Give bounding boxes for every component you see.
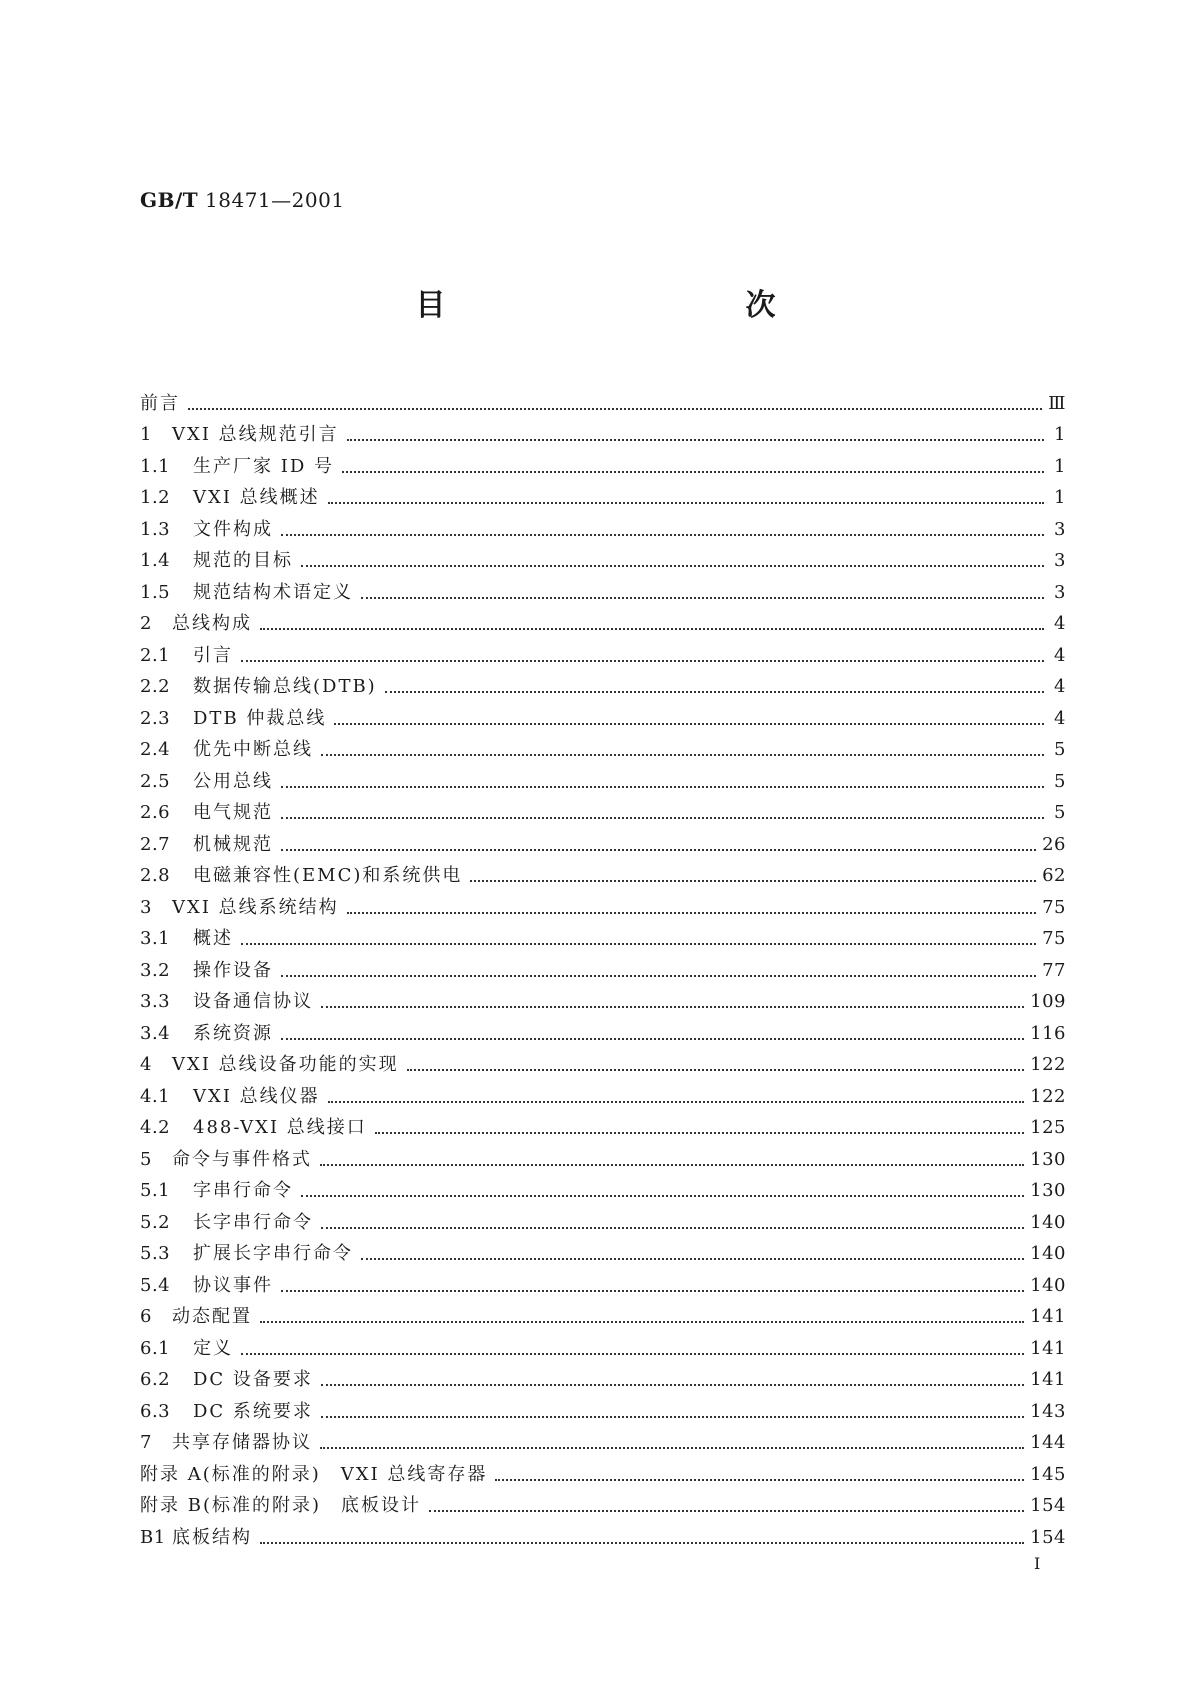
toc-entry-title: 定义 <box>193 1337 233 1359</box>
toc-entry[interactable] <box>140 950 1066 982</box>
toc-entry-number: 1.2 <box>140 487 171 508</box>
toc-entry-number: 1.5 <box>140 581 171 603</box>
dot-leader <box>375 1131 1024 1134</box>
dot-leader <box>347 438 1044 441</box>
dot-leader <box>328 501 1044 504</box>
toc-entry-title: VXI 总线概述 <box>193 487 320 508</box>
toc-entry-number: 3.1 <box>140 928 171 949</box>
toc-entry[interactable] <box>140 793 1066 825</box>
toc-entry-page: 141 <box>1030 1306 1066 1327</box>
toc-entry-number: 2.5 <box>140 770 171 792</box>
toc-entry-number: 1.3 <box>140 518 171 540</box>
toc-entry[interactable] <box>140 1517 1066 1549</box>
toc-entry-number: 5.4 <box>140 1274 171 1296</box>
toc-entry-page: 143 <box>1030 1400 1066 1422</box>
dot-leader <box>260 1541 1024 1544</box>
toc-entry-title: 长字串行命令 <box>193 1211 313 1233</box>
dot-leader <box>361 596 1044 599</box>
dot-leader <box>260 1320 1024 1323</box>
toc-entry-number: 5.2 <box>140 1211 171 1233</box>
dot-leader <box>320 1446 1024 1449</box>
toc-entry-page: 3 <box>1054 581 1066 603</box>
toc-entry-title: 协议事件 <box>193 1274 273 1296</box>
dot-leader <box>241 659 1044 662</box>
toc-entry-number: 6 <box>140 1306 152 1327</box>
toc-entry-title: DC 设备要求 <box>193 1369 313 1390</box>
dot-leader <box>301 1194 1024 1197</box>
toc-entry-page: 5 <box>1054 770 1066 792</box>
toc-entry-title: 电磁兼容性(EMC)和系统供电 <box>193 865 463 886</box>
toc-entry[interactable] <box>140 604 1066 636</box>
toc-entry-number: 3.3 <box>140 991 171 1012</box>
dot-leader <box>188 407 1042 410</box>
toc-entry-page: 154 <box>1030 1526 1066 1548</box>
toc-entry-page: 109 <box>1030 991 1066 1012</box>
dot-leader <box>281 816 1044 819</box>
toc-entry-title: VXI 总线设备功能的实现 <box>172 1054 399 1075</box>
toc-entry-page: 1 <box>1054 424 1066 445</box>
toc-entry[interactable] <box>140 824 1066 856</box>
toc-entry[interactable] <box>140 1202 1066 1234</box>
toc-entry-title: 生产厂家 ID 号 <box>193 455 334 477</box>
toc-entry-page: 77 <box>1042 959 1066 981</box>
toc-entry[interactable] <box>140 1171 1066 1203</box>
toc-entry-title: 规范结构术语定义 <box>193 581 353 603</box>
toc-entry-number: 2.4 <box>140 739 171 760</box>
toc-entry[interactable] <box>140 572 1066 604</box>
toc-entry[interactable] <box>140 509 1066 541</box>
toc-entry-page: 5 <box>1054 739 1066 760</box>
dot-leader <box>328 1100 1024 1103</box>
toc-entry-title: 设备通信协议 <box>193 991 313 1012</box>
toc-entry-title: 扩展长字串行命令 <box>193 1243 353 1264</box>
toc-entry-title: 引言 <box>193 644 233 666</box>
dot-leader <box>281 785 1044 788</box>
toc-entry-page: 3 <box>1054 550 1066 571</box>
toc-entry[interactable] <box>140 415 1066 447</box>
standard-year-number: 18471—2001 <box>205 188 345 212</box>
toc-entry-title: 数据传输总线(DTB) <box>193 676 377 697</box>
toc-entry[interactable] <box>140 1391 1066 1423</box>
toc-entry-number: 5.1 <box>140 1180 171 1201</box>
toc-entry-page: 5 <box>1054 802 1066 823</box>
toc-entry[interactable] <box>140 383 1066 415</box>
toc-entry[interactable] <box>140 1234 1066 1266</box>
dot-leader <box>260 627 1044 630</box>
dot-leader <box>241 1352 1024 1355</box>
toc-entry[interactable] <box>140 1013 1066 1045</box>
toc-entry-number: 1.1 <box>140 455 171 477</box>
toc-entry-page: 62 <box>1042 865 1066 886</box>
toc-entry[interactable] <box>140 761 1066 793</box>
toc-entry-number: 1.4 <box>140 550 171 571</box>
toc-entry-number: 5.3 <box>140 1243 171 1264</box>
toc-entry-title: VXI 总线仪器 <box>193 1085 320 1107</box>
toc-entry[interactable] <box>140 1139 1066 1171</box>
toc-entry[interactable] <box>140 856 1066 888</box>
dot-leader <box>281 1037 1024 1040</box>
dot-leader <box>361 1257 1024 1260</box>
toc-entry[interactable] <box>140 1328 1066 1360</box>
toc-entry-title: 公用总线 <box>193 770 273 792</box>
toc-entry[interactable] <box>140 1265 1066 1297</box>
toc-entry-page: 26 <box>1042 833 1066 855</box>
toc-entry-title: 共享存储器协议 <box>172 1432 312 1453</box>
toc-entry[interactable] <box>140 1486 1066 1518</box>
toc-entry-title: 命令与事件格式 <box>172 1148 312 1170</box>
dot-leader <box>429 1509 1024 1512</box>
standard-number <box>140 188 345 212</box>
toc-entry-number: 3 <box>140 896 152 918</box>
page-number: Ⅰ <box>1034 1554 1041 1573</box>
toc-entry[interactable] <box>140 667 1066 699</box>
toc-entry-title: 动态配置 <box>172 1306 252 1327</box>
toc-entry-page: 140 <box>1030 1211 1066 1233</box>
toc-entry-number: 4.2 <box>140 1117 171 1138</box>
toc-entry[interactable] <box>140 1454 1066 1486</box>
toc-title: 目 次 <box>415 288 856 323</box>
toc-entry-page: 75 <box>1042 896 1066 918</box>
toc-entry-number: 2.7 <box>140 833 171 855</box>
toc-entry[interactable] <box>140 1076 1066 1108</box>
toc-entry-page: 122 <box>1030 1085 1066 1107</box>
toc-entry-title: VXI 总线规范引言 <box>172 424 339 445</box>
toc-entry-page: 122 <box>1030 1054 1066 1075</box>
dot-leader <box>385 690 1044 693</box>
toc-entry-title: 概述 <box>193 928 233 949</box>
toc-entry-number: 4 <box>140 1054 152 1075</box>
toc-entry-title: 文件构成 <box>193 518 273 540</box>
toc-entry[interactable] <box>140 982 1066 1014</box>
toc-entry-page: 116 <box>1030 1022 1066 1044</box>
dot-leader <box>281 974 1036 977</box>
dot-leader <box>495 1478 1024 1481</box>
toc-entry[interactable] <box>140 1297 1066 1329</box>
toc-entry-number: 2.3 <box>140 707 171 729</box>
toc-entry-title: 附录 B(标准的附录) 底板设计 <box>140 1495 421 1516</box>
table-of-contents <box>140 383 1066 1549</box>
toc-entry-title: 字串行命令 <box>193 1180 293 1201</box>
toc-entry-title: 优先中断总线 <box>193 739 313 760</box>
toc-entry-title: DTB 仲裁总线 <box>193 707 327 729</box>
dot-leader <box>281 533 1044 536</box>
toc-entry-page: 1 <box>1054 455 1066 477</box>
toc-entry-page: 130 <box>1030 1180 1066 1201</box>
dot-leader <box>321 1415 1024 1418</box>
toc-entry-number: 2.6 <box>140 802 171 823</box>
toc-entry-title: 规范的目标 <box>193 550 293 571</box>
dot-leader <box>407 1068 1024 1071</box>
toc-entry-number: 2.1 <box>140 644 171 666</box>
toc-entry-page: 141 <box>1030 1369 1066 1390</box>
toc-entry-page: 140 <box>1030 1243 1066 1264</box>
dot-leader <box>470 879 1036 882</box>
toc-entry[interactable] <box>140 887 1066 919</box>
toc-entry-number: B1 <box>140 1526 166 1548</box>
toc-entry[interactable] <box>140 698 1066 730</box>
toc-entry-page: 141 <box>1030 1337 1066 1359</box>
toc-entry[interactable] <box>140 541 1066 573</box>
toc-entry[interactable] <box>140 1108 1066 1140</box>
toc-entry-number: 3.4 <box>140 1022 171 1044</box>
toc-entry-title: 操作设备 <box>193 959 273 981</box>
toc-entry-page: 1 <box>1054 487 1066 508</box>
toc-entry-number: 1 <box>140 424 152 445</box>
dot-leader <box>321 753 1044 756</box>
toc-entry-page: 3 <box>1054 518 1066 540</box>
toc-entry[interactable] <box>140 446 1066 478</box>
dot-leader <box>321 1383 1024 1386</box>
toc-entry-number: 6.2 <box>140 1369 171 1390</box>
toc-entry-number: 6.1 <box>140 1337 171 1359</box>
toc-entry-page: 130 <box>1030 1148 1066 1170</box>
toc-entry-title: VXI 总线系统结构 <box>172 896 339 918</box>
toc-entry-page: Ⅲ <box>1048 392 1066 414</box>
dot-leader <box>342 470 1044 473</box>
toc-entry-title: 电气规范 <box>193 802 273 823</box>
toc-entry-page: 144 <box>1030 1432 1066 1453</box>
toc-entry-number: 5 <box>140 1148 152 1170</box>
standard-code: GB/T <box>140 188 199 212</box>
toc-entry-title: 488-VXI 总线接口 <box>193 1117 367 1138</box>
toc-entry-page: 4 <box>1054 676 1066 697</box>
dot-leader <box>334 722 1044 725</box>
toc-entry-title: 系统资源 <box>193 1022 273 1044</box>
dot-leader <box>281 1289 1024 1292</box>
toc-entry-page: 125 <box>1030 1117 1066 1138</box>
toc-entry-number: 4.1 <box>140 1085 171 1107</box>
toc-entry[interactable] <box>140 1360 1066 1392</box>
toc-entry[interactable] <box>140 919 1066 951</box>
toc-entry[interactable] <box>140 635 1066 667</box>
toc-entry-title: 机械规范 <box>193 833 273 855</box>
dot-leader <box>301 564 1044 567</box>
toc-entry[interactable] <box>140 730 1066 762</box>
toc-entry-page: 140 <box>1030 1274 1066 1296</box>
toc-entry-page: 75 <box>1042 928 1066 949</box>
dot-leader <box>281 848 1036 851</box>
toc-entry-page: 4 <box>1054 707 1066 729</box>
toc-entry[interactable] <box>140 478 1066 510</box>
toc-entry-title: 底板结构 <box>172 1526 252 1548</box>
dot-leader <box>321 1226 1024 1229</box>
dot-leader <box>347 911 1036 914</box>
toc-entry[interactable] <box>140 1045 1066 1077</box>
toc-entry-title: DC 系统要求 <box>193 1400 313 1422</box>
toc-entry-number: 6.3 <box>140 1400 171 1422</box>
toc-entry-page: 4 <box>1054 644 1066 666</box>
dot-leader <box>320 1163 1024 1166</box>
toc-entry-title: 附录 A(标准的附录) VXI 总线寄存器 <box>140 1463 488 1485</box>
toc-entry-page: 145 <box>1030 1463 1066 1485</box>
toc-entry[interactable] <box>140 1423 1066 1455</box>
toc-entry-number: 2.8 <box>140 865 171 886</box>
toc-entry-number: 2.2 <box>140 676 171 697</box>
toc-entry-title: 总线构成 <box>172 613 252 634</box>
toc-entry-number: 2 <box>140 613 152 634</box>
toc-entry-title: 前言 <box>140 392 180 414</box>
dot-leader <box>241 942 1036 945</box>
toc-entry-page: 4 <box>1054 613 1066 634</box>
toc-entry-number: 3.2 <box>140 959 171 981</box>
toc-entry-number: 7 <box>140 1432 152 1453</box>
dot-leader <box>321 1005 1024 1008</box>
toc-entry-page: 154 <box>1030 1495 1066 1516</box>
